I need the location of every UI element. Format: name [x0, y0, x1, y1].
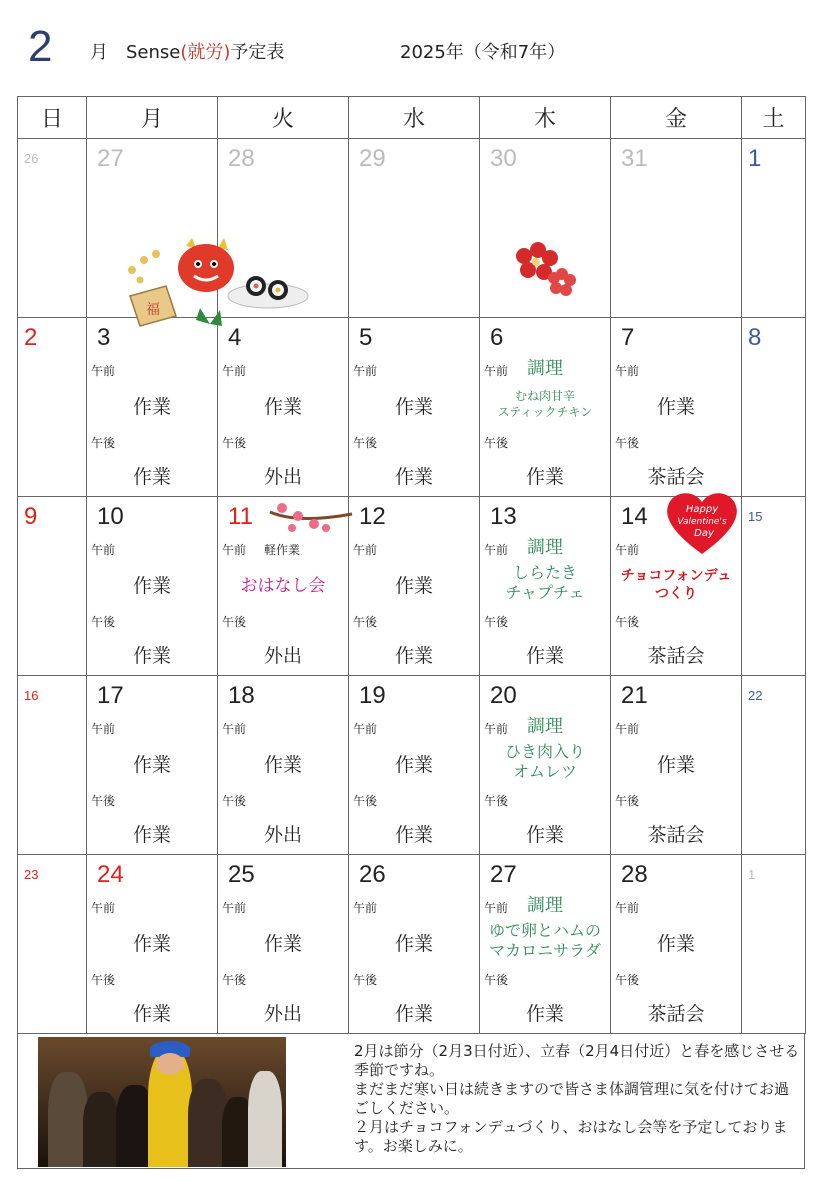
weekday-wed: 水 — [349, 97, 480, 139]
day-number: 3 — [97, 324, 111, 351]
day-number: 31 — [621, 145, 648, 172]
day-cell — [349, 497, 480, 676]
day-number: 9 — [24, 503, 38, 530]
dish-name: ひき肉入り オムレツ — [504, 742, 585, 781]
month-number: 2 — [28, 22, 53, 71]
pm-label: 午後 — [222, 436, 247, 450]
pm-label: 午後 — [353, 973, 378, 987]
am-activity: 作業 — [132, 754, 171, 776]
day-cell — [18, 497, 87, 676]
am-label: 午前 — [91, 543, 116, 557]
pm-activity: 作業 — [525, 466, 564, 488]
dish-name: しらたき チャプチェ — [505, 563, 585, 602]
am-activity: 作業 — [263, 754, 302, 776]
day-number: 14 — [621, 503, 648, 530]
title-suffix: 予定表 — [230, 42, 285, 63]
holly-icon — [196, 308, 222, 326]
day-cell — [742, 855, 806, 1034]
am-activity: 作業 — [394, 575, 433, 597]
valentine-heart-icon — [664, 488, 740, 558]
day-number: 26 — [359, 861, 386, 888]
am-activity: 作業 — [394, 754, 433, 776]
day-number: 20 — [490, 682, 517, 709]
day-cell — [349, 855, 480, 1034]
pm-activity: 作業 — [132, 466, 171, 488]
day-number: 15 — [748, 509, 763, 524]
day-number: 27 — [97, 145, 124, 172]
day-cell — [611, 139, 742, 318]
cooking-label: 調理 — [527, 358, 563, 379]
day-number: 12 — [359, 503, 386, 530]
day-cell — [218, 318, 349, 497]
masu-box-icon — [130, 286, 176, 326]
pm-activity: 外出 — [263, 824, 302, 846]
pm-activity: 茶話会 — [647, 1003, 705, 1025]
pm-label: 午後 — [484, 794, 509, 808]
am-label: 午前 — [484, 901, 509, 915]
day-number: 29 — [359, 145, 386, 172]
am-label: 午前 — [484, 543, 509, 557]
day-cell — [742, 139, 806, 318]
day-number: 4 — [228, 324, 242, 351]
year-label: 2025年（令和7年） — [400, 42, 566, 63]
plum-branch-icon — [268, 494, 354, 542]
weekday-header-row — [18, 97, 806, 139]
pm-activity: 作業 — [525, 824, 564, 846]
day-number: 2 — [24, 324, 38, 351]
am-label: 午前 — [222, 543, 247, 557]
day-cell — [349, 676, 480, 855]
day-cell — [480, 855, 611, 1034]
day-number: 10 — [97, 503, 124, 530]
plum-blossom-icon — [514, 236, 582, 300]
pm-label: 午後 — [484, 973, 509, 987]
day-cell — [480, 676, 611, 855]
pm-activity: 茶話会 — [647, 824, 705, 846]
am-label: 午前 — [91, 364, 116, 378]
day-cell — [742, 676, 806, 855]
pm-label: 午後 — [353, 436, 378, 450]
pm-label: 午後 — [615, 615, 640, 629]
pm-activity: 作業 — [525, 645, 564, 667]
day-cell — [218, 855, 349, 1034]
day-cell — [480, 318, 611, 497]
pm-label: 午後 — [353, 615, 378, 629]
pm-activity: 作業 — [394, 1003, 433, 1025]
valentine-line2: Valentine's — [677, 517, 727, 527]
valentine-line3: Day — [694, 528, 714, 539]
page-header — [0, 0, 833, 90]
cooking-label: 調理 — [527, 716, 563, 737]
day-number: 6 — [490, 324, 504, 351]
valentine-line1: Happy — [685, 504, 719, 515]
dish-name: ゆで卵とハムの マカロニサラダ — [488, 921, 601, 960]
weekday-sun: 日 — [18, 97, 87, 139]
day-number: 22 — [748, 688, 763, 703]
pm-activity: 茶話会 — [647, 645, 705, 667]
am-activity: 作業 — [263, 933, 302, 955]
footer-section — [17, 1033, 805, 1169]
day-number: 28 — [228, 145, 255, 172]
weekday-tue: 火 — [218, 97, 349, 139]
day-number: 25 — [228, 861, 255, 888]
ehomaki-icon — [228, 276, 308, 308]
light-work-label: 軽作業 — [264, 543, 301, 557]
am-activity: 作業 — [394, 933, 433, 955]
day-number: 27 — [490, 861, 517, 888]
am-activity: 作業 — [263, 396, 302, 418]
am-label: 午前 — [353, 722, 378, 736]
pm-activity: 作業 — [132, 645, 171, 667]
title-prefix: 月 Sense — [90, 42, 181, 63]
pm-activity: 作業 — [132, 824, 171, 846]
day-cell — [742, 318, 806, 497]
am-activity: 作業 — [132, 933, 171, 955]
day-number: 17 — [97, 682, 124, 709]
mame-label: 福 — [146, 302, 160, 318]
setsubun-illustration — [118, 238, 318, 334]
event-label: おはなし会 — [240, 576, 326, 596]
day-cell — [18, 139, 87, 318]
week-row — [18, 855, 806, 1034]
am-label: 午前 — [91, 722, 116, 736]
cooking-label: 調理 — [527, 537, 563, 558]
note-line: 2月は節分（2月3日付近）、立春（2月4日付近）と春を感じさせる季節ですね。 — [354, 1042, 800, 1079]
pm-activity: 作業 — [394, 824, 433, 846]
week-row — [18, 318, 806, 497]
day-number: 23 — [24, 867, 39, 882]
day-number: 18 — [228, 682, 255, 709]
am-label: 午前 — [615, 722, 640, 736]
am-activity: 作業 — [394, 396, 433, 418]
am-activity: 作業 — [656, 933, 695, 955]
day-cell — [87, 497, 218, 676]
day-number: 21 — [621, 682, 648, 709]
pm-activity: 作業 — [394, 466, 433, 488]
pm-label: 午後 — [484, 436, 509, 450]
pm-activity: 作業 — [132, 1003, 171, 1025]
day-number: 13 — [490, 503, 517, 530]
pm-activity: 外出 — [263, 1003, 302, 1025]
pm-activity: 外出 — [263, 466, 302, 488]
footer-note — [354, 1042, 800, 1156]
day-cell — [611, 676, 742, 855]
dish-name: むね肉甘辛 スティックチキン — [497, 389, 593, 419]
am-label: 午前 — [222, 901, 247, 915]
day-cell — [611, 855, 742, 1034]
day-number: 8 — [748, 324, 762, 351]
day-cell — [18, 318, 87, 497]
oni-icon — [178, 238, 234, 292]
pm-activity: 作業 — [394, 645, 433, 667]
am-activity: 作業 — [132, 396, 171, 418]
day-cell — [87, 855, 218, 1034]
day-number: 1 — [748, 867, 756, 882]
day-cell — [611, 318, 742, 497]
day-number: 11 — [228, 503, 253, 530]
calendar-table — [17, 96, 806, 1034]
am-label: 午前 — [91, 901, 116, 915]
day-number: 5 — [359, 324, 373, 351]
day-number: 26 — [24, 151, 39, 166]
day-number: 16 — [24, 688, 39, 703]
pm-label: 午後 — [615, 436, 640, 450]
day-number: 7 — [621, 324, 635, 351]
am-label: 午前 — [484, 722, 509, 736]
pm-activity: 作業 — [525, 1003, 564, 1025]
weekday-mon: 月 — [87, 97, 218, 139]
day-cell — [87, 318, 218, 497]
am-label: 午前 — [615, 543, 640, 557]
am-label: 午前 — [353, 901, 378, 915]
day-number: 28 — [621, 861, 648, 888]
day-cell — [218, 676, 349, 855]
day-number: 24 — [97, 861, 124, 888]
pm-label: 午後 — [91, 794, 116, 808]
am-label: 午前 — [615, 901, 640, 915]
pm-label: 午後 — [91, 615, 116, 629]
am-label: 午前 — [222, 364, 247, 378]
pm-label: 午後 — [615, 973, 640, 987]
day-cell — [349, 139, 480, 318]
week-row — [18, 676, 806, 855]
pm-label: 午後 — [222, 615, 247, 629]
day-cell — [349, 318, 480, 497]
pm-label: 午後 — [615, 794, 640, 808]
day-cell — [18, 855, 87, 1034]
cooking-label: 調理 — [527, 895, 563, 916]
am-activity: 作業 — [656, 396, 695, 418]
day-number: 1 — [748, 145, 762, 172]
note-line: まだまだ寒い日は続きますので皆さま体調管理に気を付けてお過ごしください。 — [354, 1080, 790, 1117]
event-label: チョコフォンデュ つくり — [620, 568, 732, 602]
pm-activity: 茶話会 — [647, 466, 705, 488]
am-label: 午前 — [222, 722, 247, 736]
am-label: 午前 — [353, 543, 378, 557]
day-number: 19 — [359, 682, 386, 709]
pm-label: 午後 — [222, 973, 247, 987]
am-label: 午前 — [615, 364, 640, 378]
am-label: 午前 — [353, 364, 378, 378]
weekday-fri: 金 — [611, 97, 742, 139]
am-activity: 作業 — [656, 754, 695, 776]
day-cell — [480, 497, 611, 676]
schedule-title — [90, 38, 284, 64]
pm-activity: 外出 — [263, 645, 302, 667]
day-cell — [87, 676, 218, 855]
group-photo — [38, 1037, 286, 1167]
am-label: 午前 — [484, 364, 509, 378]
note-line: ２月はチョコフォンデュづくり、おはなし会等を予定しております。お楽しみに。 — [354, 1118, 788, 1155]
pm-label: 午後 — [222, 794, 247, 808]
day-number: 30 — [490, 145, 517, 172]
pm-label: 午後 — [91, 973, 116, 987]
day-cell — [742, 497, 806, 676]
title-red: (就労) — [180, 42, 231, 63]
am-activity: 作業 — [132, 575, 171, 597]
pm-label: 午後 — [91, 436, 116, 450]
day-cell — [18, 676, 87, 855]
pm-label: 午後 — [484, 615, 509, 629]
weekday-sat: 土 — [742, 97, 806, 139]
pm-label: 午後 — [353, 794, 378, 808]
beans-icon — [128, 250, 160, 284]
weekday-thu: 木 — [480, 97, 611, 139]
